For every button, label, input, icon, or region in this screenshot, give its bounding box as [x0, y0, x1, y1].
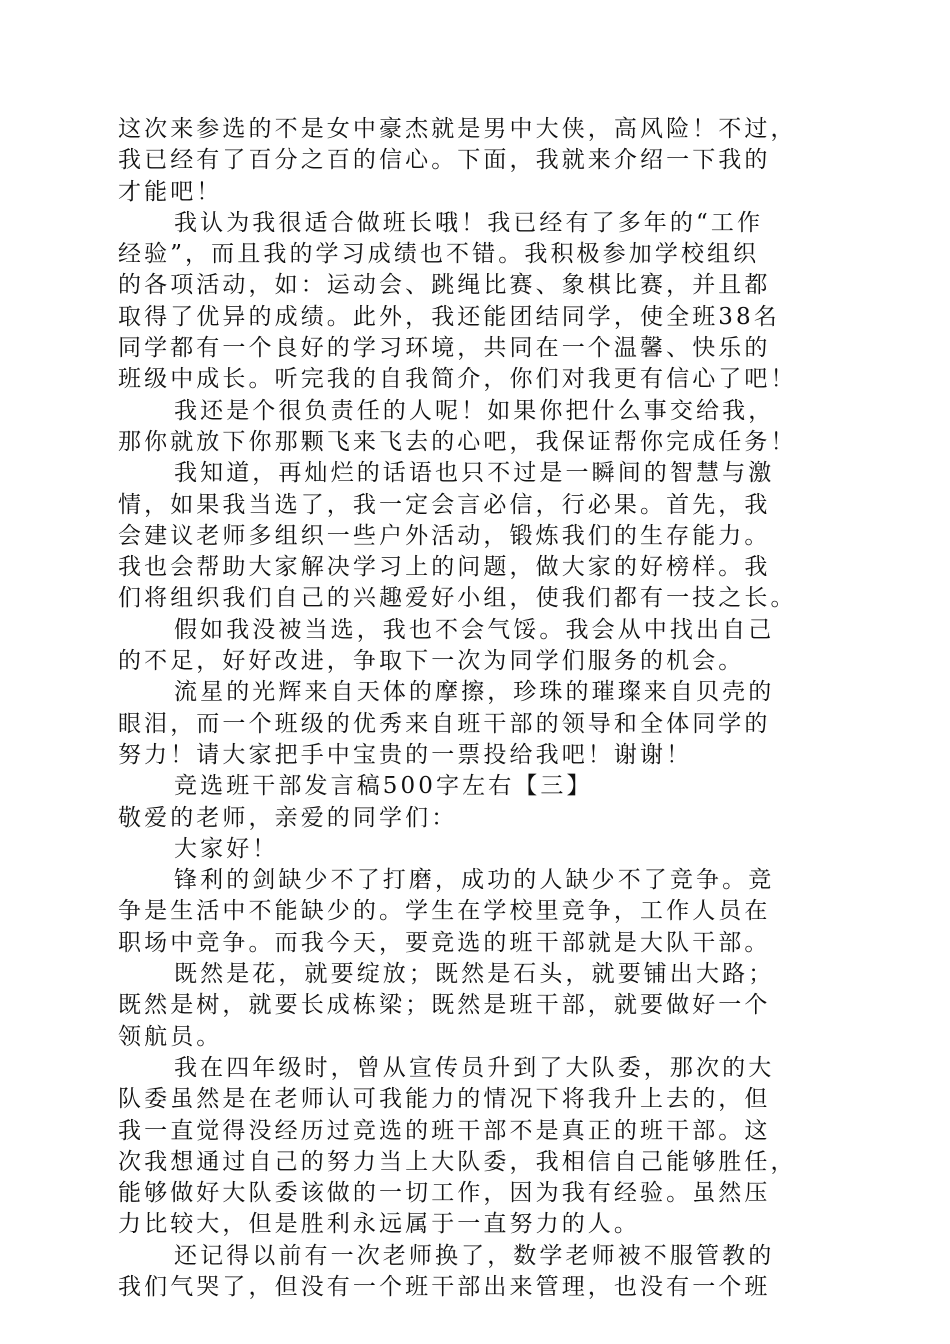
text-line: 既然是树，就要长成栋梁；既然是班干部，就要做好一个 — [118, 992, 771, 1019]
text-line: 我还是个很负责任的人呢！如果你把什么事交给我， — [174, 397, 775, 424]
paragraph — [118, 771, 793, 802]
text-line: 们将组织我们自己的兴趣爱好小组，使我们都有一技之长。 — [118, 585, 797, 612]
text-line: 能够做好大队委该做的一切工作，因为我有经验。虽然压 — [118, 1180, 771, 1207]
text-line: 取得了优异的成绩。此外，我还能团结同学，使全班38名 — [118, 303, 780, 330]
text-line: 力比较大，但是胜利永远属于一直努力的人。 — [118, 1211, 640, 1238]
text-line: 次我想通过自己的努力当上大队委，我相信自己能够胜任， — [118, 1148, 797, 1175]
paragraph — [118, 615, 793, 678]
text-line: 会建议老师多组织一些户外活动，锻炼我们的生存能力。 — [118, 522, 771, 549]
text-line: 我已经有了百分之百的信心。下面，我就来介绍一下我的 — [118, 147, 771, 174]
text-line: 努力！请大家把手中宝贵的一票投给我吧！谢谢！ — [118, 741, 693, 768]
text-line: 班级中成长。听完我的自我简介，你们对我更有信心了吧！ — [118, 366, 797, 393]
paragraph — [118, 1053, 797, 1241]
text-line: 锋利的剑缺少不了打磨，成功的人缺少不了竞争。竞 — [174, 867, 775, 894]
text-line: 流星的光辉来自天体的摩擦，珍珠的璀璨来自贝壳的 — [174, 679, 775, 706]
text-line: 情，如果我当选了，我一定会言必信，行必果。首先，我 — [118, 491, 771, 518]
text-line: 我认为我很适合做班长哦！我已经有了多年的“工作 — [174, 209, 764, 236]
text-line: 领航员。 — [118, 1023, 223, 1050]
text-line: 争是生活中不能缺少的。学生在学校里竞争，工作人员在 — [118, 898, 771, 925]
document-page — [118, 114, 797, 1303]
paragraph — [118, 865, 793, 959]
text-line: 我知道，再灿烂的话语也只不过是一瞬间的智慧与激 — [174, 460, 775, 487]
text-line: 我们气哭了，但没有一个班干部出来管理，也没有一个班 — [118, 1273, 771, 1300]
paragraph — [118, 396, 797, 459]
text-line: 才能吧！ — [118, 178, 223, 205]
paragraph — [118, 208, 797, 396]
paragraph — [118, 959, 793, 1053]
text-line: 敬爱的老师，亲爱的同学们： — [118, 804, 458, 831]
text-line: 我在四年级时，曾从宣传员升到了大队委，那次的大 — [174, 1054, 775, 1081]
text-line: 那你就放下你那颗飞来飞去的心吧，我保证帮你完成任务！ — [118, 428, 797, 455]
text-line: 竞选班干部发言稿500字左右【三】 — [174, 773, 593, 800]
text-line: 的各项活动，如：运动会、跳绳比赛、象棋比赛，并且都 — [118, 272, 771, 299]
text-line: 我一直觉得没经历过竞选的班干部不是真正的班干部。这 — [118, 1117, 771, 1144]
text-line: 还记得以前有一次老师换了，数学老师被不服管教的 — [174, 1242, 775, 1269]
paragraph — [118, 834, 793, 865]
text-line: 队委虽然是在老师认可我能力的情况下将我升上去的，但 — [118, 1086, 771, 1113]
text-line: 我也会帮助大家解决学习上的问题，做大家的好榜样。我 — [118, 554, 771, 581]
paragraph — [118, 677, 793, 771]
paragraph — [118, 458, 797, 614]
paragraph — [118, 114, 797, 208]
text-line: 既然是花，就要绽放；既然是石头，就要铺出大路； — [174, 961, 775, 988]
text-line: 经验”，而且我的学习成绩也不错。我积极参加学校组织 — [118, 241, 760, 268]
paragraph — [118, 1241, 793, 1304]
text-line: 大家好！ — [174, 835, 279, 862]
text-line: 眼泪，而一个班级的优秀来自班干部的领导和全体同学的 — [118, 710, 771, 737]
text-line: 这次来参选的不是女中豪杰就是男中大侠，高风险！不过， — [118, 116, 797, 142]
text-line: 职场中竞争。而我今天，要竞选的班干部就是大队干部。 — [118, 929, 771, 956]
text-line: 假如我没被当选，我也不会气馁。我会从中找出自己 — [174, 616, 775, 643]
text-line: 的不足，好好改进，争取下一次为同学们服务的机会。 — [118, 648, 745, 675]
paragraph — [118, 803, 793, 834]
text-line: 同学都有一个良好的学习环境，共同在一个温馨、快乐的 — [118, 335, 771, 362]
